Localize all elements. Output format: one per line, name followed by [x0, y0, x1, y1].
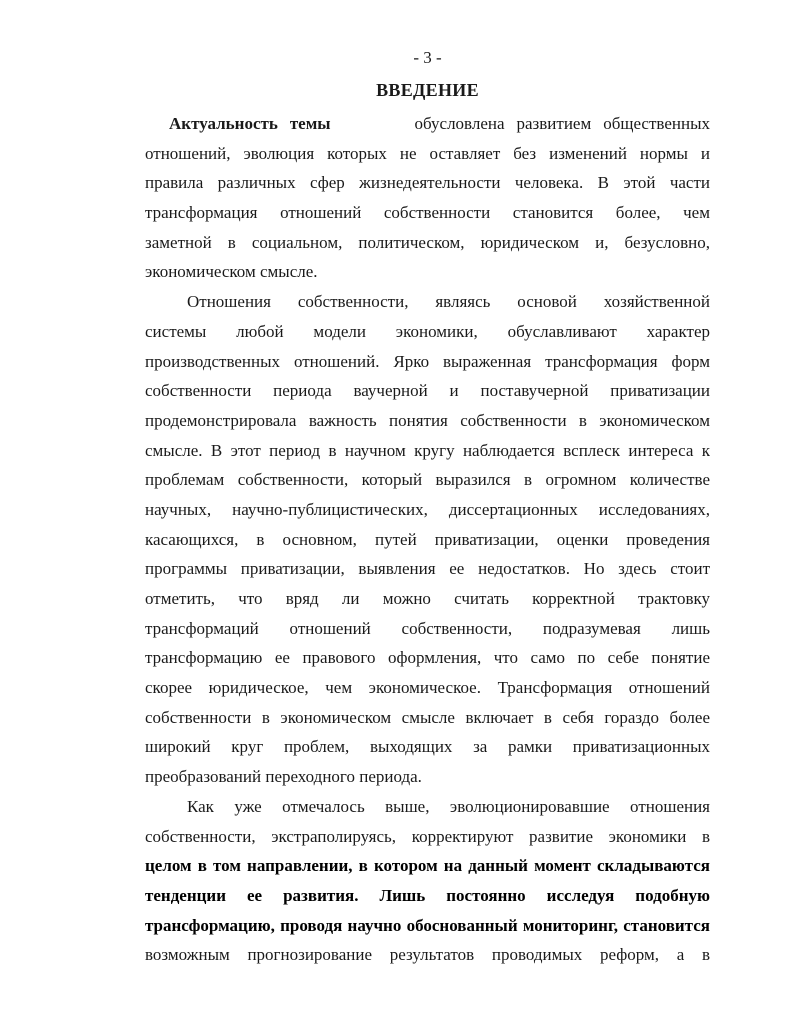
paragraph-3-line: трансформацию, проводя научно обоснованный мониторинг, становится: [145, 915, 710, 935]
paragraph-2-line: широкий круг проблем, выходящих за рамки приватизационных: [145, 737, 710, 757]
paragraph-1-line: заметной в социальном, политическом, юридическом и, безусловно,: [145, 232, 710, 252]
section-heading: ВВЕДЕНИЕ: [376, 80, 479, 100]
paragraph-3-line: возможным прогнозирование результатов проводимых реформ, а в: [145, 945, 710, 965]
paragraph-2-line: программы приватизации, выявления ее недостатков. Но здесь стоит: [145, 559, 710, 579]
paragraph-1-line: трансформация отношений собственности становится более, чем: [145, 203, 710, 223]
body-text: [145, 109, 710, 970]
paragraph-2-line: трансформацию ее правового оформления, что само по себе понятие: [145, 648, 710, 668]
paragraph-2-line: собственности в экономическом смысле включает в себя гораздо более: [145, 707, 710, 727]
paragraph-3-line: Как уже отмечалось выше, эволюционировавшие отношения: [187, 796, 710, 816]
paragraph-2-line: проблемам собственности, который выразился в огромном количестве: [145, 470, 710, 490]
paragraph-2-line: производственных отношений. Ярко выраженная трансформация форм: [145, 351, 710, 371]
paragraph-2-line: научных, научно-публицистических, диссертационных исследованиях,: [145, 499, 710, 519]
paragraph-2-line: системы любой модели экономики, обуславливают характер: [145, 321, 710, 341]
paragraph-1-line: отношений, эволюция которых не оставляет без изменений нормы и: [145, 143, 710, 163]
paragraph-1-text: обусловлена развитием общественных: [414, 114, 710, 133]
paragraph-3-line: целом в том направлении, в котором на данный момент складываются: [145, 856, 710, 876]
paragraph-2-line: скорее юридическое, чем экономическое. Трансформация отношений: [145, 678, 710, 698]
paragraph-2-line: Отношения собственности, являясь основой хозяйственной: [187, 292, 710, 312]
topic-relevance-lead: Актуальность темы: [169, 114, 331, 133]
paragraph-2-line: преобразований переходного периода.: [145, 767, 422, 787]
paragraph-3-line: собственности, экстраполируясь, корректируют развитие экономики в: [145, 826, 710, 846]
paragraph-2-line: трансформаций отношений собственности, подразумевая лишь: [145, 618, 710, 638]
page-number: - 3 -: [413, 48, 442, 67]
paragraph-1-line: экономическом смысле.: [145, 262, 318, 282]
paragraph-2-line: касающихся, в основном, путей приватизации, оценки проведения: [145, 529, 710, 549]
paragraph-2-line: собственности периода ваучерной и поставучерной приватизации: [145, 381, 710, 401]
paragraph-1-line-1: [145, 109, 710, 139]
paragraph-2-line: продемонстрировала важность понятия собственности в экономическом: [145, 410, 710, 430]
paragraph-3-line: тенденции ее развития. Лишь постоянно исследуя подобную: [145, 885, 710, 905]
paragraph-2-line: смысле. В этот период в научном кругу наблюдается всплеск интереса к: [145, 440, 710, 460]
paragraph-1-line: правила различных сфер жизнедеятельности человека. В этой части: [145, 173, 710, 193]
paragraph-2-line: отметить, что вряд ли можно считать корректной трактовку: [145, 589, 710, 608]
